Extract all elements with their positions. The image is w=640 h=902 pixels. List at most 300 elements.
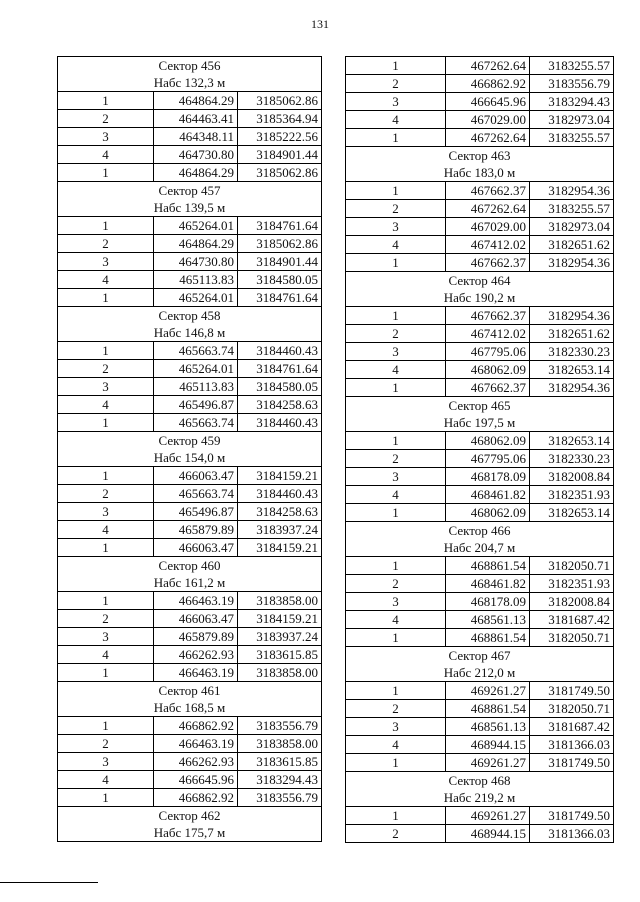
point-number-cell: 2 [58, 110, 154, 128]
table-row [58, 217, 322, 235]
sector-title: Сектор 456 [58, 57, 322, 75]
table-row [346, 611, 614, 629]
point-number-cell: 2 [346, 75, 446, 93]
y-coordinate-cell: 3182050.71 [530, 629, 614, 647]
sector-height-row [346, 414, 614, 432]
x-coordinate-cell: 467662.37 [446, 379, 530, 397]
table-row [58, 771, 322, 789]
sector-height: Набс 146,8 м [58, 324, 322, 342]
x-coordinate-cell: 467795.06 [446, 343, 530, 361]
table-row [346, 111, 614, 129]
y-coordinate-cell: 3182351.93 [530, 486, 614, 504]
x-coordinate-cell: 469261.27 [446, 754, 530, 772]
point-number-cell: 2 [346, 200, 446, 218]
point-number-cell: 3 [58, 128, 154, 146]
y-coordinate-cell: 3182653.14 [530, 504, 614, 522]
point-number-cell: 1 [346, 807, 446, 825]
x-coordinate-cell: 465879.89 [154, 628, 238, 646]
y-coordinate-cell: 3181749.50 [530, 682, 614, 700]
x-coordinate-cell: 468062.09 [446, 361, 530, 379]
page-number: 131 [311, 17, 329, 31]
x-coordinate-cell: 464864.29 [154, 235, 238, 253]
y-coordinate-cell: 3182653.14 [530, 432, 614, 450]
x-coordinate-cell: 467662.37 [446, 254, 530, 272]
sector-height: Набс 154,0 м [58, 449, 322, 467]
x-coordinate-cell: 466262.93 [154, 753, 238, 771]
sector-title-row [58, 307, 322, 325]
sector-height: Набс 132,3 м [58, 74, 322, 92]
point-number-cell: 4 [58, 771, 154, 789]
point-number-cell: 2 [58, 235, 154, 253]
point-number-cell: 2 [58, 735, 154, 753]
table-row [58, 235, 322, 253]
sector-height: Набс 175,7 м [58, 824, 322, 842]
table-row [346, 432, 614, 450]
x-coordinate-cell: 465663.74 [154, 485, 238, 503]
table-row [346, 557, 614, 575]
table-row [58, 789, 322, 807]
table-row [58, 378, 322, 396]
y-coordinate-cell: 3185062.86 [238, 235, 322, 253]
sector-height-row [58, 199, 322, 217]
table-row [346, 379, 614, 397]
point-number-cell: 1 [58, 789, 154, 807]
point-number-cell: 3 [58, 503, 154, 521]
table-row [58, 289, 322, 307]
x-coordinate-cell: 465496.87 [154, 503, 238, 521]
sector-height-row [346, 789, 614, 807]
point-number-cell: 2 [346, 700, 446, 718]
x-coordinate-cell: 468861.54 [446, 700, 530, 718]
sector-title: Сектор 460 [58, 557, 322, 575]
y-coordinate-cell: 3182008.84 [530, 593, 614, 611]
y-coordinate-cell: 3182651.62 [530, 325, 614, 343]
y-coordinate-cell: 3184901.44 [238, 253, 322, 271]
sector-title-row [346, 522, 614, 540]
sector-title-row [58, 807, 322, 825]
table-row [58, 271, 322, 289]
table-row [58, 539, 322, 557]
x-coordinate-cell: 466063.47 [154, 610, 238, 628]
y-coordinate-cell: 3184761.64 [238, 360, 322, 378]
x-coordinate-cell: 468944.15 [446, 736, 530, 754]
point-number-cell: 1 [346, 557, 446, 575]
sector-height-row [58, 74, 322, 92]
table-row [346, 468, 614, 486]
x-coordinate-cell: 467662.37 [446, 307, 530, 325]
point-number-cell: 3 [346, 468, 446, 486]
y-coordinate-cell: 3185222.56 [238, 128, 322, 146]
x-coordinate-cell: 466063.47 [154, 539, 238, 557]
sector-height-row [346, 539, 614, 557]
y-coordinate-cell: 3182954.36 [530, 254, 614, 272]
point-number-cell: 4 [58, 646, 154, 664]
table-row [346, 807, 614, 825]
sector-title: Сектор 458 [58, 307, 322, 325]
table-row [58, 664, 322, 682]
point-number-cell: 3 [346, 218, 446, 236]
table-row [346, 361, 614, 379]
table-row [346, 718, 614, 736]
sector-height-row [346, 164, 614, 182]
table-row [346, 450, 614, 468]
sector-title: Сектор 461 [58, 682, 322, 700]
y-coordinate-cell: 3183937.24 [238, 521, 322, 539]
x-coordinate-cell: 467262.64 [446, 129, 530, 147]
point-number-cell: 1 [58, 467, 154, 485]
point-number-cell: 1 [58, 164, 154, 182]
y-coordinate-cell: 3184901.44 [238, 146, 322, 164]
point-number-cell: 2 [346, 825, 446, 843]
table-row [58, 414, 322, 432]
x-coordinate-cell: 468861.54 [446, 557, 530, 575]
y-coordinate-cell: 3183858.00 [238, 735, 322, 753]
sector-title: Сектор 463 [346, 147, 614, 165]
table-row [346, 325, 614, 343]
y-coordinate-cell: 3182954.36 [530, 379, 614, 397]
table-row [346, 200, 614, 218]
sector-title: Сектор 468 [346, 772, 614, 790]
sector-title: Сектор 467 [346, 647, 614, 665]
x-coordinate-cell: 466463.19 [154, 735, 238, 753]
x-coordinate-cell: 469261.27 [446, 807, 530, 825]
x-coordinate-cell: 468062.09 [446, 432, 530, 450]
sector-height: Набс 168,5 м [58, 699, 322, 717]
y-coordinate-cell: 3182008.84 [530, 468, 614, 486]
table-row [58, 164, 322, 182]
sector-height: Набс 139,5 м [58, 199, 322, 217]
y-coordinate-cell: 3182653.14 [530, 361, 614, 379]
y-coordinate-cell: 3182973.04 [530, 111, 614, 129]
x-coordinate-cell: 464348.11 [154, 128, 238, 146]
table-row [346, 129, 614, 147]
x-coordinate-cell: 466862.92 [154, 789, 238, 807]
y-coordinate-cell: 3181749.50 [530, 807, 614, 825]
x-coordinate-cell: 466645.96 [446, 93, 530, 111]
sector-height-row [58, 324, 322, 342]
point-number-cell: 1 [346, 254, 446, 272]
sector-title: Сектор 466 [346, 522, 614, 540]
table-row [58, 628, 322, 646]
table-row [58, 610, 322, 628]
y-coordinate-cell: 3182351.93 [530, 575, 614, 593]
sector-title-row [58, 682, 322, 700]
x-coordinate-cell: 466862.92 [154, 717, 238, 735]
x-coordinate-cell: 465264.01 [154, 217, 238, 235]
point-number-cell: 1 [346, 629, 446, 647]
y-coordinate-cell: 3182651.62 [530, 236, 614, 254]
x-coordinate-cell: 468461.82 [446, 486, 530, 504]
x-coordinate-cell: 467662.37 [446, 182, 530, 200]
point-number-cell: 4 [346, 361, 446, 379]
point-number-cell: 4 [58, 521, 154, 539]
sector-height-row [58, 699, 322, 717]
y-coordinate-cell: 3184761.64 [238, 289, 322, 307]
y-coordinate-cell: 3183858.00 [238, 664, 322, 682]
x-coordinate-cell: 467412.02 [446, 325, 530, 343]
point-number-cell: 1 [58, 664, 154, 682]
point-number-cell: 1 [346, 682, 446, 700]
point-number-cell: 1 [58, 342, 154, 360]
sector-height: Набс 197,5 м [346, 414, 614, 432]
x-coordinate-cell: 465113.83 [154, 378, 238, 396]
y-coordinate-cell: 3181687.42 [530, 718, 614, 736]
y-coordinate-cell: 3184460.43 [238, 342, 322, 360]
y-coordinate-cell: 3182330.23 [530, 450, 614, 468]
y-coordinate-cell: 3183556.79 [238, 789, 322, 807]
point-number-cell: 4 [346, 486, 446, 504]
x-coordinate-cell: 466862.92 [446, 75, 530, 93]
point-number-cell: 1 [346, 307, 446, 325]
table-row [346, 754, 614, 772]
sector-title: Сектор 465 [346, 397, 614, 415]
table-row [58, 110, 322, 128]
y-coordinate-cell: 3182973.04 [530, 218, 614, 236]
x-coordinate-cell: 467412.02 [446, 236, 530, 254]
sector-height: Набс 212,0 м [346, 664, 614, 682]
x-coordinate-cell: 464730.80 [154, 146, 238, 164]
table-row [346, 93, 614, 111]
y-coordinate-cell: 3185062.86 [238, 92, 322, 110]
table-row [346, 593, 614, 611]
sector-title-row [346, 147, 614, 165]
point-number-cell: 1 [346, 432, 446, 450]
table-row [346, 218, 614, 236]
table-row [58, 753, 322, 771]
point-number-cell: 2 [346, 450, 446, 468]
x-coordinate-cell: 468944.15 [446, 825, 530, 843]
point-number-cell: 1 [58, 414, 154, 432]
y-coordinate-cell: 3183615.85 [238, 753, 322, 771]
left-coordinates-table [57, 56, 322, 842]
point-number-cell: 1 [346, 57, 446, 75]
table-row [58, 360, 322, 378]
point-number-cell: 4 [346, 611, 446, 629]
y-coordinate-cell: 3183556.79 [530, 75, 614, 93]
x-coordinate-cell: 468861.54 [446, 629, 530, 647]
sector-title-row [346, 772, 614, 790]
x-coordinate-cell: 467262.64 [446, 200, 530, 218]
table-row [346, 57, 614, 75]
point-number-cell: 2 [58, 610, 154, 628]
point-number-cell: 2 [58, 485, 154, 503]
sector-height: Набс 219,2 м [346, 789, 614, 807]
table-row [58, 646, 322, 664]
table-row [58, 467, 322, 485]
y-coordinate-cell: 3182954.36 [530, 307, 614, 325]
y-coordinate-cell: 3181687.42 [530, 611, 614, 629]
y-coordinate-cell: 3184258.63 [238, 396, 322, 414]
point-number-cell: 4 [346, 236, 446, 254]
table-row [346, 343, 614, 361]
x-coordinate-cell: 469261.27 [446, 682, 530, 700]
sector-title-row [346, 272, 614, 290]
table-row [346, 700, 614, 718]
x-coordinate-cell: 468062.09 [446, 504, 530, 522]
point-number-cell: 1 [346, 129, 446, 147]
point-number-cell: 1 [58, 289, 154, 307]
table-row [346, 736, 614, 754]
table-row [346, 575, 614, 593]
x-coordinate-cell: 465113.83 [154, 271, 238, 289]
x-coordinate-cell: 465663.74 [154, 414, 238, 432]
y-coordinate-cell: 3184460.43 [238, 414, 322, 432]
x-coordinate-cell: 468178.09 [446, 468, 530, 486]
sector-height-row [58, 574, 322, 592]
y-coordinate-cell: 3183937.24 [238, 628, 322, 646]
sector-height: Набс 161,2 м [58, 574, 322, 592]
point-number-cell: 3 [346, 718, 446, 736]
x-coordinate-cell: 466645.96 [154, 771, 238, 789]
sector-height: Набс 204,7 м [346, 539, 614, 557]
x-coordinate-cell: 466063.47 [154, 467, 238, 485]
y-coordinate-cell: 3182954.36 [530, 182, 614, 200]
table-row [346, 182, 614, 200]
y-coordinate-cell: 3181366.03 [530, 736, 614, 754]
sector-title-row [58, 557, 322, 575]
y-coordinate-cell: 3183255.57 [530, 200, 614, 218]
y-coordinate-cell: 3184580.05 [238, 271, 322, 289]
sector-height-row [58, 824, 322, 842]
y-coordinate-cell: 3181749.50 [530, 754, 614, 772]
y-coordinate-cell: 3183294.43 [238, 771, 322, 789]
x-coordinate-cell: 468461.82 [446, 575, 530, 593]
table-row [346, 307, 614, 325]
y-coordinate-cell: 3185364.94 [238, 110, 322, 128]
point-number-cell: 3 [346, 593, 446, 611]
x-coordinate-cell: 468561.13 [446, 718, 530, 736]
x-coordinate-cell: 466262.93 [154, 646, 238, 664]
x-coordinate-cell: 464463.41 [154, 110, 238, 128]
y-coordinate-cell: 3184258.63 [238, 503, 322, 521]
sector-height: Набс 183,0 м [346, 164, 614, 182]
table-row [58, 735, 322, 753]
table-row [346, 75, 614, 93]
table-row [58, 521, 322, 539]
y-coordinate-cell: 3184580.05 [238, 378, 322, 396]
point-number-cell: 3 [58, 253, 154, 271]
x-coordinate-cell: 466463.19 [154, 664, 238, 682]
y-coordinate-cell: 3185062.86 [238, 164, 322, 182]
x-coordinate-cell: 465264.01 [154, 360, 238, 378]
y-coordinate-cell: 3183858.00 [238, 592, 322, 610]
table-row [58, 485, 322, 503]
table-row [58, 253, 322, 271]
table-row [58, 503, 322, 521]
y-coordinate-cell: 3184761.64 [238, 217, 322, 235]
sector-title-row [58, 182, 322, 200]
point-number-cell: 2 [346, 575, 446, 593]
y-coordinate-cell: 3182050.71 [530, 700, 614, 718]
point-number-cell: 1 [346, 754, 446, 772]
table-row [346, 504, 614, 522]
table-row [58, 592, 322, 610]
sector-title: Сектор 459 [58, 432, 322, 450]
sector-title: Сектор 464 [346, 272, 614, 290]
sector-title-row [346, 647, 614, 665]
point-number-cell: 1 [346, 379, 446, 397]
y-coordinate-cell: 3181366.03 [530, 825, 614, 843]
table-row [346, 254, 614, 272]
x-coordinate-cell: 465264.01 [154, 289, 238, 307]
point-number-cell: 1 [346, 182, 446, 200]
point-number-cell: 4 [58, 271, 154, 289]
point-number-cell: 3 [58, 378, 154, 396]
y-coordinate-cell: 3183255.57 [530, 57, 614, 75]
x-coordinate-cell: 465879.89 [154, 521, 238, 539]
y-coordinate-cell: 3183255.57 [530, 129, 614, 147]
x-coordinate-cell: 466463.19 [154, 592, 238, 610]
table-row [58, 92, 322, 110]
sector-height-row [58, 449, 322, 467]
point-number-cell: 3 [346, 93, 446, 111]
x-coordinate-cell: 468178.09 [446, 593, 530, 611]
x-coordinate-cell: 464864.29 [154, 164, 238, 182]
margin-rule [0, 882, 98, 883]
x-coordinate-cell: 467029.00 [446, 111, 530, 129]
y-coordinate-cell: 3184159.21 [238, 539, 322, 557]
table-row [346, 682, 614, 700]
table-row [58, 146, 322, 164]
y-coordinate-cell: 3184159.21 [238, 610, 322, 628]
sector-title-row [58, 432, 322, 450]
x-coordinate-cell: 464730.80 [154, 253, 238, 271]
x-coordinate-cell: 467795.06 [446, 450, 530, 468]
point-number-cell: 1 [58, 592, 154, 610]
y-coordinate-cell: 3182330.23 [530, 343, 614, 361]
sector-height-row [346, 289, 614, 307]
point-number-cell: 1 [58, 717, 154, 735]
point-number-cell: 1 [346, 504, 446, 522]
point-number-cell: 1 [58, 539, 154, 557]
sector-title-row [58, 57, 322, 75]
x-coordinate-cell: 467262.64 [446, 57, 530, 75]
table-row [346, 629, 614, 647]
table-row [58, 128, 322, 146]
point-number-cell: 3 [58, 628, 154, 646]
y-coordinate-cell: 3184460.43 [238, 485, 322, 503]
point-number-cell: 4 [58, 396, 154, 414]
point-number-cell: 1 [58, 92, 154, 110]
table-row [58, 396, 322, 414]
y-coordinate-cell: 3182050.71 [530, 557, 614, 575]
point-number-cell: 4 [346, 111, 446, 129]
sector-height: Набс 190,2 м [346, 289, 614, 307]
sector-height-row [346, 664, 614, 682]
table-row [58, 717, 322, 735]
point-number-cell: 4 [58, 146, 154, 164]
table-row [346, 825, 614, 843]
y-coordinate-cell: 3183556.79 [238, 717, 322, 735]
point-number-cell: 3 [58, 753, 154, 771]
sector-title: Сектор 457 [58, 182, 322, 200]
table-row [58, 342, 322, 360]
point-number-cell: 3 [346, 343, 446, 361]
point-number-cell: 2 [346, 325, 446, 343]
x-coordinate-cell: 468561.13 [446, 611, 530, 629]
table-row [346, 486, 614, 504]
x-coordinate-cell: 467029.00 [446, 218, 530, 236]
sector-title-row [346, 397, 614, 415]
y-coordinate-cell: 3184159.21 [238, 467, 322, 485]
point-number-cell: 4 [346, 736, 446, 754]
x-coordinate-cell: 464864.29 [154, 92, 238, 110]
y-coordinate-cell: 3183615.85 [238, 646, 322, 664]
point-number-cell: 1 [58, 217, 154, 235]
x-coordinate-cell: 465663.74 [154, 342, 238, 360]
x-coordinate-cell: 465496.87 [154, 396, 238, 414]
point-number-cell: 2 [58, 360, 154, 378]
